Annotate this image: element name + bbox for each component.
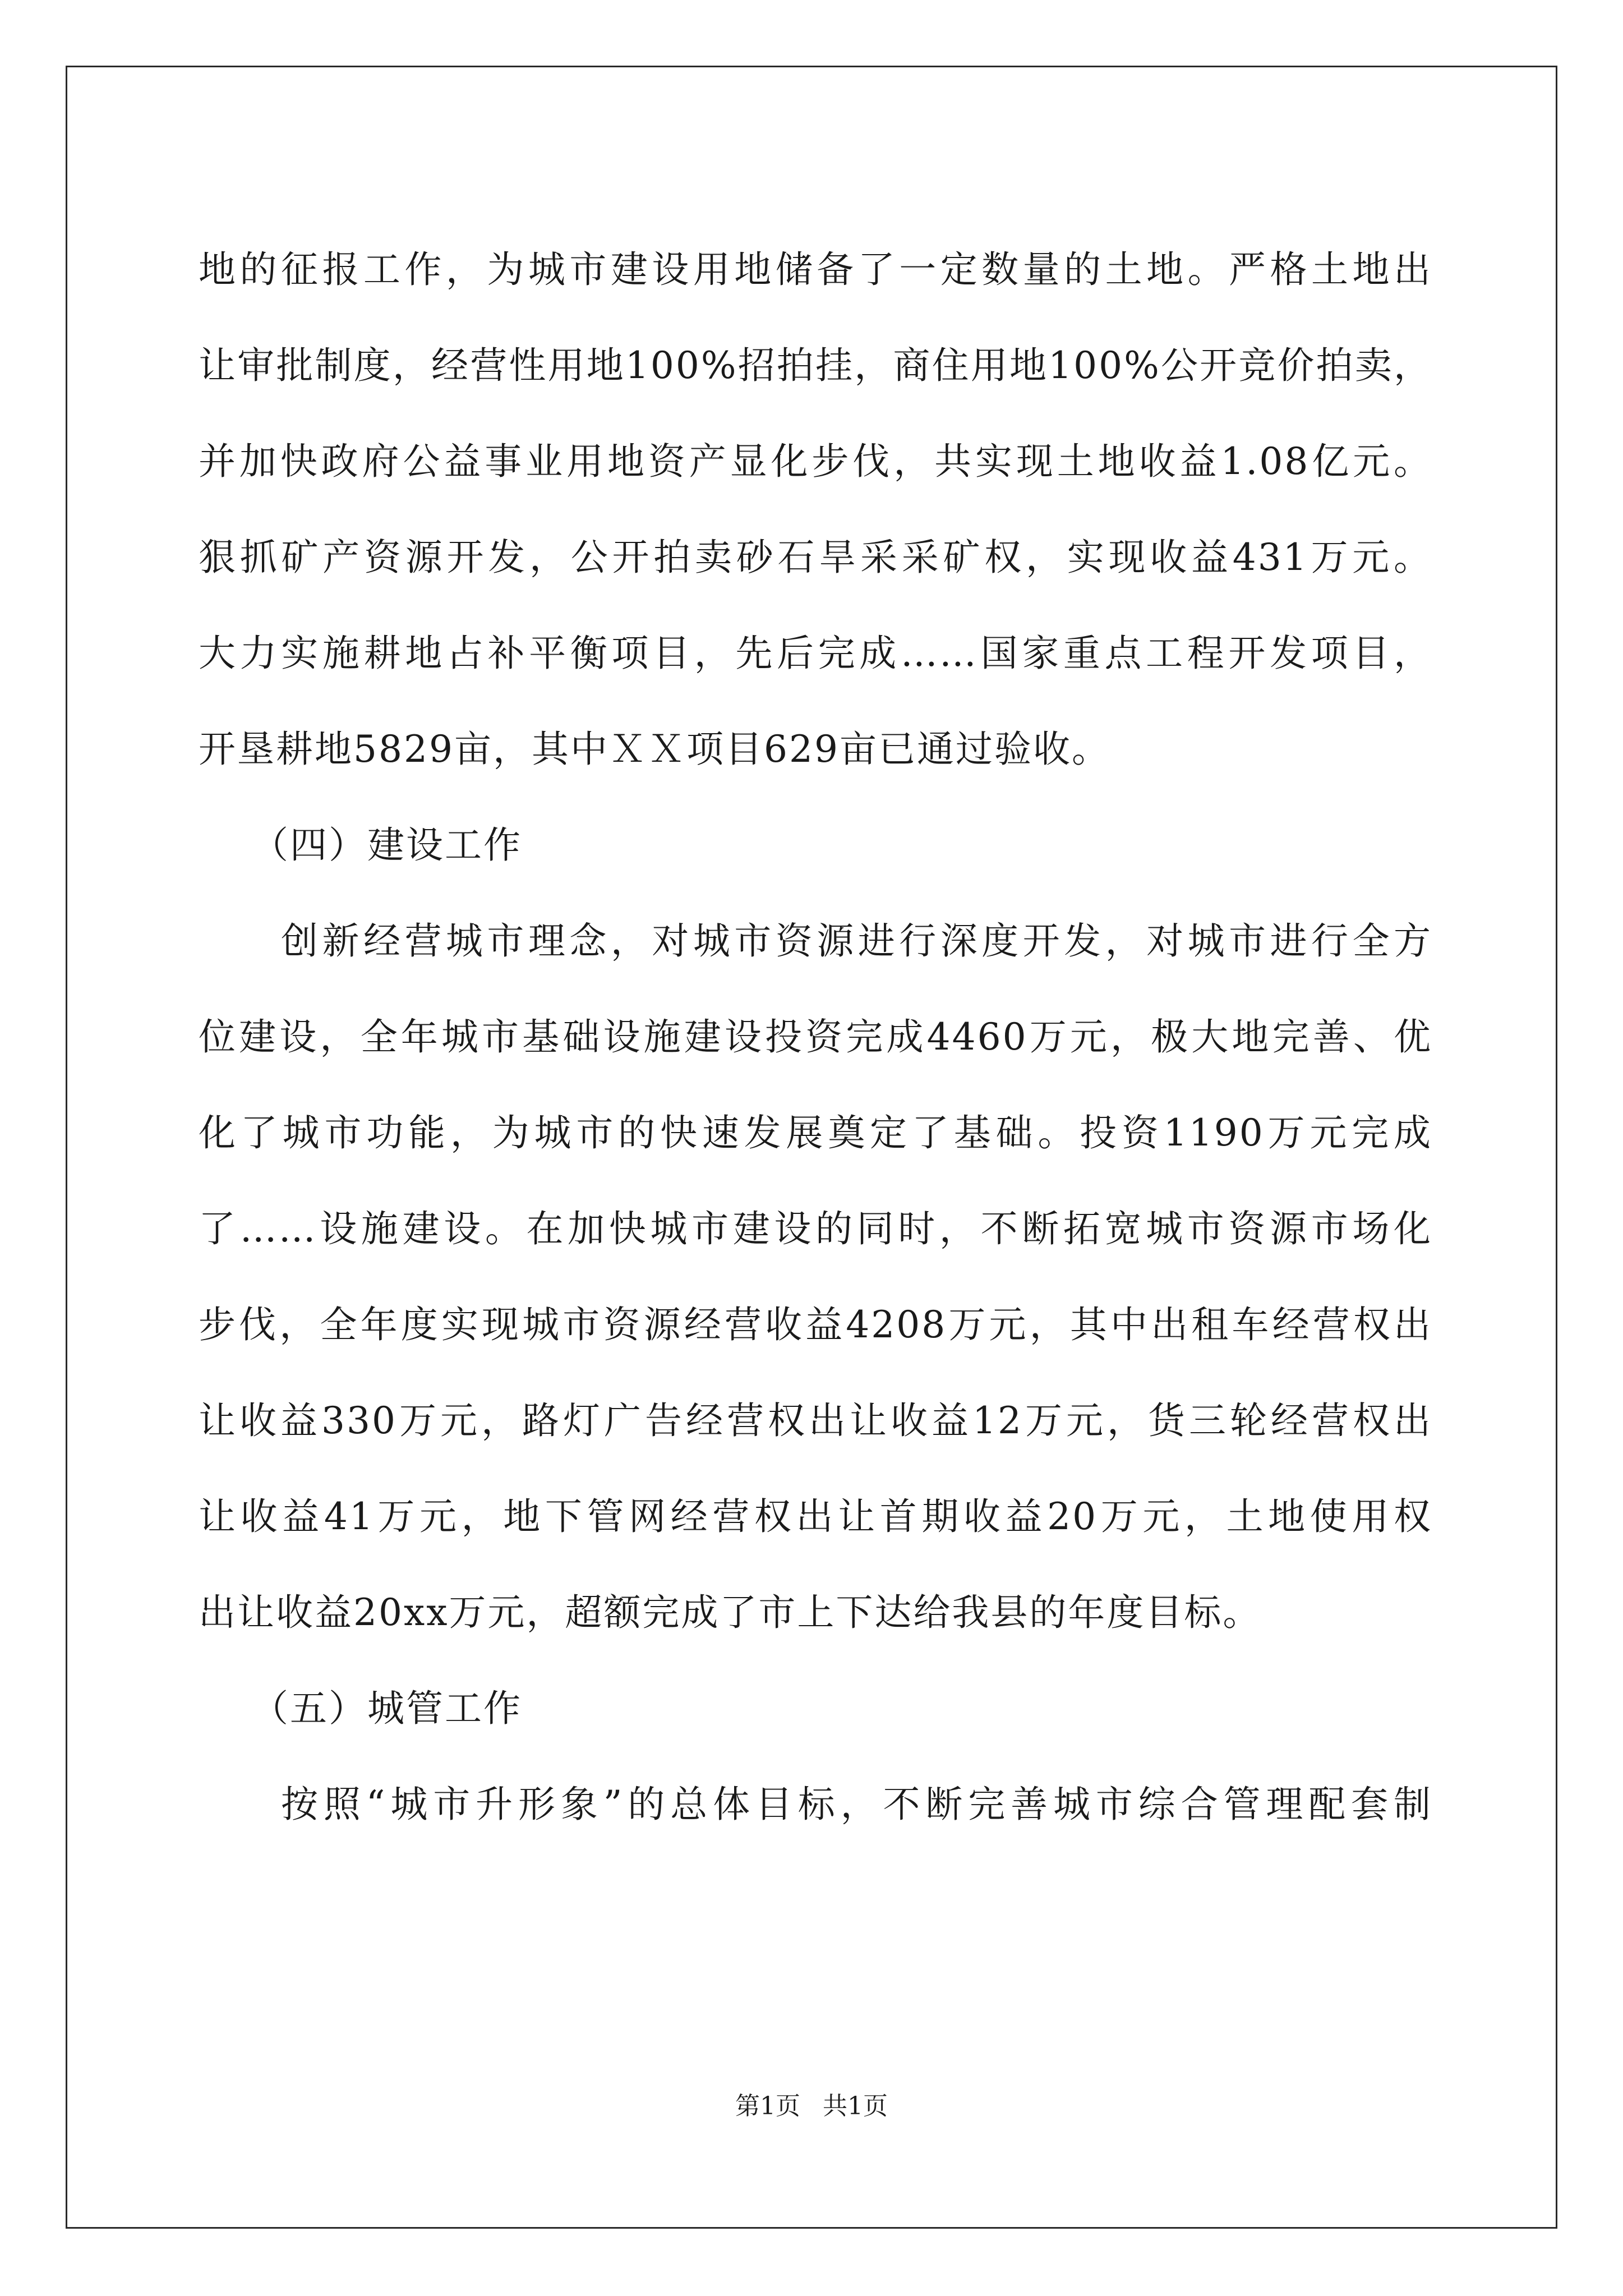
body-line: 地的征报工作，为城市建设用地储备了一定数量的土地。严格土地出 bbox=[199, 248, 1432, 291]
document-body bbox=[199, 222, 1460, 1852]
paragraph-first-line: 创新经营城市理念，对城市资源进行深度开发，对城市进行全方 bbox=[281, 919, 1432, 963]
section-heading-4: （四）建设工作 bbox=[251, 823, 522, 867]
paragraph-first-line: 按照“城市升形象”的总体目标，不断完善城市综合管理配套制 bbox=[281, 1783, 1432, 1826]
body-line: 让收益330万元，路灯广告经营权出让收益12万元，货三轮经营权出 bbox=[199, 1399, 1432, 1442]
body-line: 让审批制度，经营性用地100%招拍挂，商住用地100%公开竞价拍卖， bbox=[199, 344, 1432, 387]
body-line: 大力实施耕地占补平衡项目，先后完成……国家重点工程开发项目， bbox=[199, 632, 1432, 675]
body-line: 步伐，全年度实现城市资源经营收益4208万元，其中出租车经营权出 bbox=[199, 1303, 1432, 1346]
body-line: 化了城市功能，为城市的快速发展奠定了基础。投资1190万元完成 bbox=[199, 1111, 1432, 1154]
body-line: 了……设施建设。在加快城市建设的同时，不断拓宽城市资源市场化 bbox=[199, 1207, 1432, 1250]
body-line: 并加快政府公益事业用地资产显化步伐，共实现土地收益1.08亿元。 bbox=[199, 440, 1432, 483]
body-line: 开垦耕地5829亩，其中ＸＸ项目629亩已通过验收。 bbox=[199, 728, 1110, 771]
page-total: 共1页 bbox=[823, 2092, 888, 2120]
body-line: 出让收益20xx万元，超额完成了市上下达给我县的年度目标。 bbox=[199, 1591, 1262, 1634]
page-number: 第1页 bbox=[735, 2092, 800, 2120]
section-heading-5: （五）城管工作 bbox=[251, 1687, 522, 1730]
body-line: 位建设，全年城市基础设施建设投资完成4460万元，极大地完善、优 bbox=[199, 1015, 1432, 1059]
page-footer bbox=[0, 2090, 1623, 2123]
body-line: 让收益41万元，地下管网经营权出让首期收益20万元，土地使用权 bbox=[199, 1495, 1432, 1538]
body-line: 狠抓矿产资源开发，公开拍卖砂石旱采采矿权，实现收益431万元。 bbox=[199, 536, 1432, 579]
